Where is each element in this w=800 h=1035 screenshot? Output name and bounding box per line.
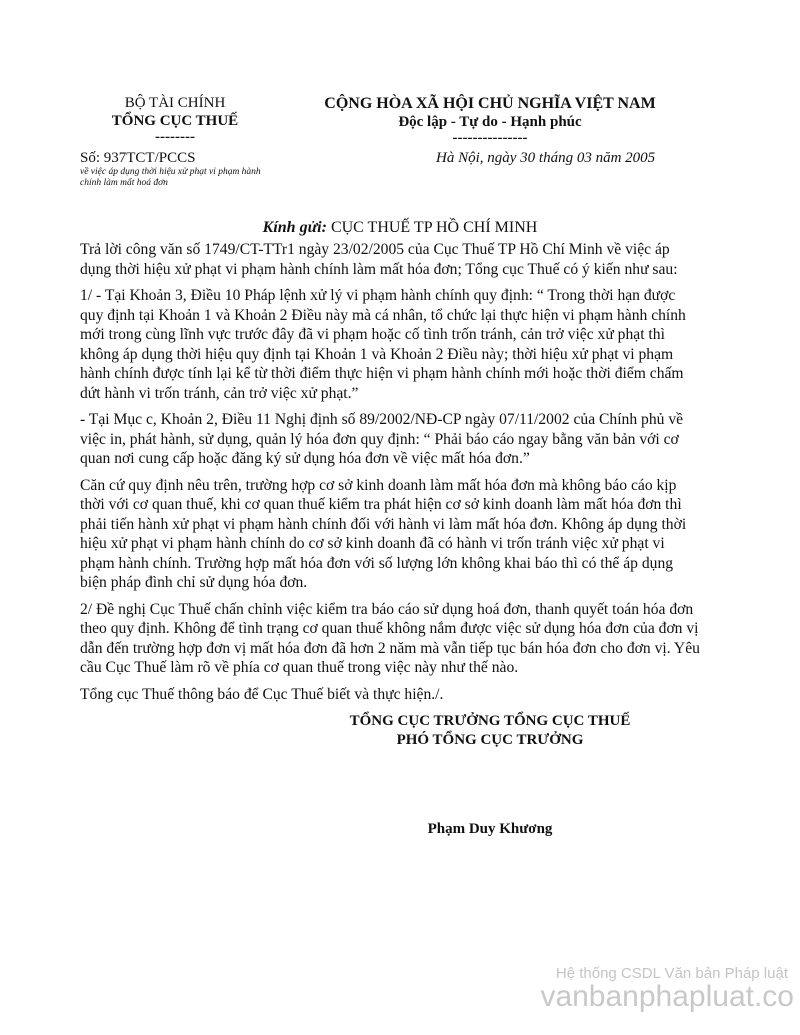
signature-block: [300, 712, 680, 750]
body-paragraph: - Tại Mục c, Khoản 2, Điều 11 Nghị định số 89/2002/NĐ-CP ngày 07/11/2002 của Chính phủ về việc in, phát hành, sử dụng, quản lý hóa đơn quy định: “ Phải báo cáo ngay bằng văn bản với cơ quan nơi cung cấp hoặc đăng ký sử dụng hóa đơn về việc mất hóa đơn.”: [80, 411, 684, 467]
national-heading-block: [300, 94, 680, 145]
national-motto: Độc lập - Tự do - Hạnh phúc: [398, 114, 582, 130]
body-paragraph: 1/ - Tại Khoản 3, Điều 10 Pháp lệnh xử lý vi phạm hành chính quy định: “ Trong thời hạn được quy định tại Khoản 1 và Khoản 2 Điều này mà cá nhân, tổ chức lại thực hiện vi phạm hành chính mới trong cùng lĩnh vực trước đây đã vi phạm hoặc cố tình trốn tránh, cản trở việc xử phạt thì không áp dụng thời hiệu quy định tại Khoản 1 và Khoản 2 Điều này; thời hiệu xử phạt vi phạm hành chính được tính lại kể từ thời điểm thực hiện vi phạm hành chính mới hoặc thời điểm chấm dứt hành vi trốn tránh, cản trở việc xử phạt.”: [80, 287, 686, 402]
document-subject: về việc áp dụng thời hiệu xử phạt vi phạm hành chính làm mất hoá đơn: [80, 167, 261, 188]
left-divider: --------: [155, 129, 195, 145]
recipient-name: CỤC THUẾ TP HỒ CHÍ MINH: [330, 219, 538, 236]
signer-name: Phạm Duy Khương: [427, 821, 553, 837]
recipient-line: [0, 218, 800, 238]
body-paragraph: 2/ Đề nghị Cục Thuế chấn chỉnh việc kiểm tra báo cáo sử dụng hoá đơn, thanh quyết toán hóa đơn theo quy định. Không để tình trạng cơ quan thuế không nắm được việc sử dụng hóa đơn của đơn vị dẫn đến trường hợp đơn vị mất hóa đơn đã hơn 2 năm mà vẫn tiếp tục bán hóa đơn cho đơn vị. Yêu cầu Cục Thuế làm rõ về phía cơ quan thuế trong việc này như thế nào.: [80, 600, 700, 676]
recipient-label: Kính gửi:: [262, 219, 327, 236]
letter-body: [80, 240, 700, 711]
right-divider: ---------------: [452, 130, 528, 146]
watermark-domain: vanbanphapluat.co: [540, 980, 794, 1013]
issuing-agency-block: [80, 94, 270, 144]
watermark-caption: Hệ thống CSDL Văn bản Pháp luật: [555, 965, 788, 982]
document-number: Số: 937TCT/PCCS: [80, 150, 196, 166]
country-name: CỘNG HÒA XÃ HỘI CHỦ NGHĨA VIỆT NAM: [324, 95, 656, 112]
ministry-name: BỘ TÀI CHÍNH: [124, 95, 226, 111]
document-date: Hà Nội, ngày 30 tháng 03 năm 2005: [436, 150, 656, 166]
body-paragraph: Trả lời công văn số 1749/CT-TTr1 ngày 23/02/2005 của Cục Thuế TP Hồ Chí Minh về việc áp dụng thời hiệu xử phạt vi phạm hành chính làm mất hóa đơn; Tổng cục Thuế có ý kiến như sau:: [80, 241, 678, 278]
body-paragraph: Tổng cục Thuế thông báo để Cục Thuế biết và thực hiện./.: [80, 685, 444, 703]
department-name: TỔNG CỤC THUẾ: [111, 113, 239, 129]
body-paragraph: Căn cứ quy định nêu trên, trường hợp cơ sở kinh doanh làm mất hóa đơn mà không báo cáo kịp thời với cơ quan thuế, khi cơ quan thuế kiểm tra phát hiện cơ sở kinh doanh làm mất hóa đơn thì phải tiến hành xử phạt vi phạm hành chính đối với hành vi làm mất hóa đơn. Không áp dụng thời hiệu xử phạt vi phạm hành chính do cơ sở kinh doanh đã có hành vi trốn tránh việc xử phạt vi phạm hành chính. Trường hợp mất hóa đơn với số lượng lớn không khai báo thì có thể áp dụng biện pháp đình chỉ sử dụng hóa đơn.: [80, 476, 687, 591]
signer-title-secondary: PHÓ TỔNG CỤC TRƯỞNG: [396, 732, 584, 748]
signer-title-primary: TỔNG CỤC TRƯỞNG TỔNG CỤC THUẾ: [349, 713, 631, 729]
